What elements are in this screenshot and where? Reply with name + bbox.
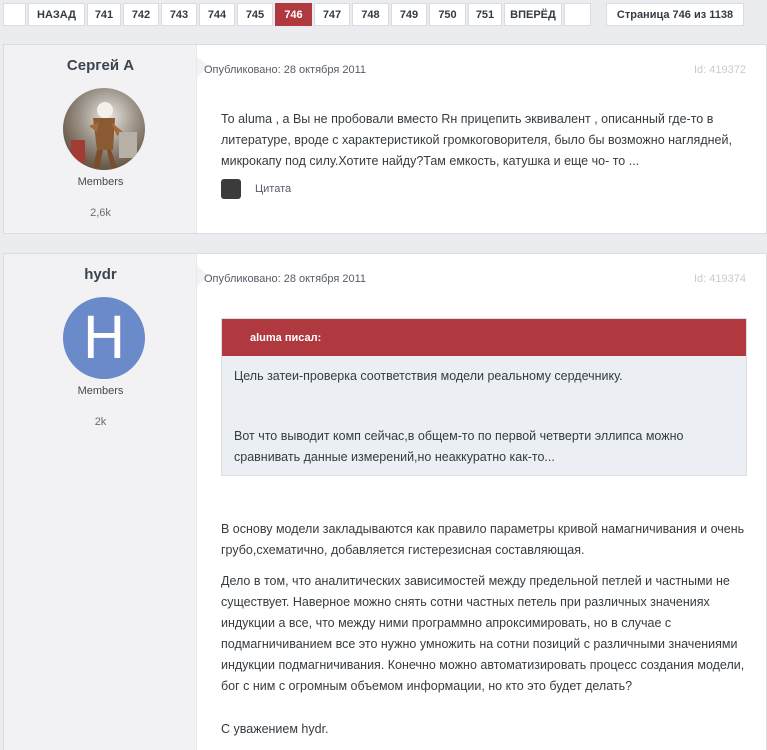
- page-link-747[interactable]: 747: [314, 3, 350, 26]
- author-panel: [4, 45, 197, 233]
- post-id[interactable]: Id: 419372: [694, 64, 746, 76]
- pagination: [0, 0, 767, 30]
- post-body: [221, 109, 751, 182]
- post-body: [221, 519, 751, 707]
- page-info-jump[interactable]: Страница 746 из 1138: [606, 3, 744, 26]
- page-link-742[interactable]: 742: [123, 3, 159, 26]
- reputation-count: 2,6k: [90, 207, 111, 219]
- quote-button[interactable]: [221, 179, 291, 199]
- first-page-button[interactable]: [3, 3, 26, 26]
- page-link-743[interactable]: 743: [161, 3, 197, 26]
- page-link-741[interactable]: 741: [87, 3, 121, 26]
- avatar[interactable]: [63, 88, 145, 170]
- page-link-745[interactable]: 745: [237, 3, 273, 26]
- post-date[interactable]: Опубликовано: 28 октября 2011: [204, 64, 367, 76]
- avatar-photo-icon: [63, 88, 145, 170]
- member-group: Members: [77, 385, 124, 397]
- quote-icon: [221, 179, 241, 199]
- post: [3, 253, 767, 750]
- post-id[interactable]: Id: 419374: [694, 273, 746, 285]
- last-page-button[interactable]: [564, 3, 591, 26]
- quote-line: Цель затеи-проверка соответствия модели реальному сердечнику.: [234, 369, 623, 383]
- author-name[interactable]: Сергей А: [66, 57, 135, 74]
- post-paragraph: В основу модели закладываются как правило параметры кривой намагничивания и очень грубо,схематично, добавляется гистерезисная составляющая.: [221, 522, 745, 557]
- page-link-744[interactable]: 744: [199, 3, 235, 26]
- post-date[interactable]: Опубликовано: 28 октября 2011: [204, 273, 367, 285]
- post: [3, 44, 767, 234]
- post-signature: С уважением hydr.: [221, 722, 329, 736]
- next-page-button[interactable]: ВПЕРЁД: [504, 3, 562, 26]
- page-link-750[interactable]: 750: [429, 3, 466, 26]
- post-paragraph: Дело в том, что аналитических зависимостей между предельной петлей и частными не существует. Наверное можно снять сотни частных петель при различных значениях индукции а все, что между ними программно апроксимировать, но в случае с подмагничиванием все это нужно умножить на сотни позиций с различными значениями индукции подмагничивания. Конечно можно автоматизировать процесс создания модели, бог с ним с огромным объемом информации, но кто это будет делать?: [221, 574, 745, 693]
- prev-page-button[interactable]: НАЗАД: [28, 3, 85, 26]
- author-name[interactable]: hydr: [84, 266, 117, 283]
- quote-label: Цитата: [255, 183, 292, 195]
- author-panel: [4, 254, 197, 750]
- avatar-letter: H: [82, 304, 126, 372]
- page-link-749[interactable]: 749: [391, 3, 427, 26]
- blockquote: [221, 318, 747, 476]
- reputation-count: 2k: [94, 416, 107, 428]
- avatar[interactable]: [63, 297, 145, 379]
- blockquote-citation[interactable]: aluma писал:: [222, 319, 746, 356]
- blockquote-body: [222, 356, 746, 468]
- member-group: Members: [77, 176, 124, 188]
- post-paragraph: То aluma , а Вы не пробовали вместо Rн прицепить эквивалент , описанный где-то в литературе, вроде с характеристикой громкоговорителя, было бы возможно наглядней, микрокапу под силу.Хотите найду?Там емкость, катушка и еще чо- то ...: [221, 112, 732, 168]
- page-link-746-current[interactable]: 746: [275, 3, 312, 26]
- page-link-751[interactable]: 751: [468, 3, 502, 26]
- quote-line: Вот что выводит комп сейчас,в общем-то по первой четверти эллипса можно сравнивать данные измерений,но неаккуратно как-то...: [234, 429, 684, 464]
- page-link-748[interactable]: 748: [352, 3, 389, 26]
